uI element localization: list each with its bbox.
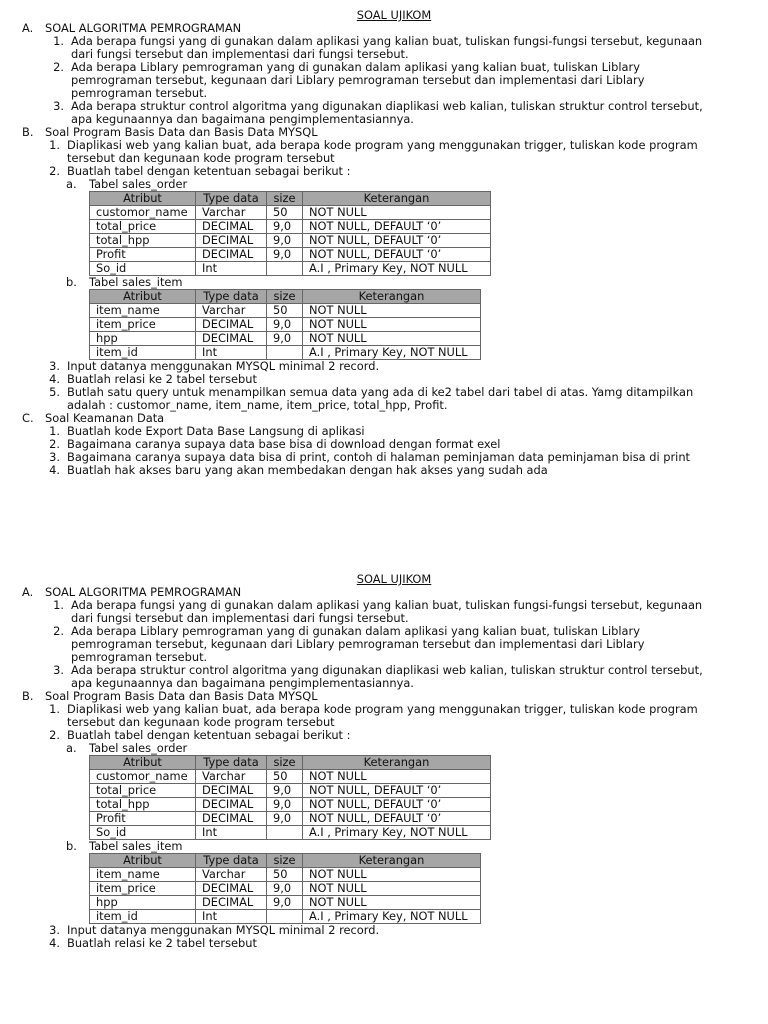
item-text: Tabel sales_item bbox=[89, 275, 183, 289]
table-cell: item_id bbox=[90, 346, 196, 360]
header-cell: Atribut bbox=[90, 192, 196, 206]
item-text: Tabel sales_order bbox=[89, 177, 188, 191]
table-cell: NOT NULL bbox=[303, 770, 491, 784]
table-cell: A.I , Primary Key, NOT NULL bbox=[303, 910, 481, 924]
table-row bbox=[90, 346, 481, 360]
table-cell bbox=[267, 910, 303, 924]
table-cell: Varchar bbox=[196, 304, 267, 318]
document-copy-2 bbox=[0, 573, 768, 950]
table-cell: 9,0 bbox=[267, 248, 303, 262]
table-row bbox=[90, 812, 491, 826]
header-cell: size bbox=[267, 756, 303, 770]
table-header-row bbox=[90, 192, 491, 206]
table-cell: DECIMAL bbox=[196, 896, 267, 910]
table-cell: 9,0 bbox=[267, 812, 303, 826]
table-row bbox=[90, 304, 481, 318]
table-cell: A.I , Primary Key, NOT NULL bbox=[303, 826, 491, 840]
table-row bbox=[90, 882, 481, 896]
table-row bbox=[90, 206, 491, 220]
table-row bbox=[90, 220, 491, 234]
table-row bbox=[90, 910, 481, 924]
item-text: Soal Program Basis Data dan Basis Data MYSQL bbox=[45, 689, 318, 703]
list-item bbox=[0, 625, 768, 664]
item-number: 2. bbox=[49, 164, 60, 178]
item-number: a. bbox=[66, 741, 77, 755]
item-number: b. bbox=[66, 275, 77, 289]
header-cell: Atribut bbox=[90, 854, 196, 868]
item-text: Ada berapa struktur control algoritma yang digunakan diaplikasi web kalian, tuliskan struktur control tersebut, apa kegunaannya dan bagaimana pengimplementasiannya. bbox=[71, 99, 703, 126]
table-row bbox=[90, 868, 481, 882]
list-item bbox=[0, 664, 768, 690]
item-number: 4. bbox=[49, 936, 60, 950]
item-number: 1. bbox=[53, 34, 64, 48]
item-text: Buatlah tabel dengan ketentuan sebagai berikut : bbox=[67, 164, 351, 178]
table-caption bbox=[0, 276, 768, 289]
table-cell: NOT NULL bbox=[303, 318, 481, 332]
item-number: 2. bbox=[49, 728, 60, 742]
item-text: Input datanya menggunakan MYSQL minimal 2 record. bbox=[67, 359, 380, 373]
table-cell: item_price bbox=[90, 318, 196, 332]
document-title: SOAL UJIKOM bbox=[356, 572, 432, 586]
header-cell: Type data bbox=[196, 756, 267, 770]
item-text: B. bbox=[22, 689, 34, 703]
list-item bbox=[0, 35, 768, 61]
item-text: Bagaimana caranya supaya data base bisa di download dengan format exel bbox=[67, 437, 501, 451]
table-cell: NOT NULL, DEFAULT ‘0’ bbox=[303, 798, 491, 812]
item-number: 3. bbox=[49, 359, 60, 373]
item-text: Ada berapa fungsi yang di gunakan dalam aplikasi yang kalian buat, tuliskan fungsi-fungsi tersebut, kegunaan dari fungsi tersebut dan implementasi dari fungsi tersebut. bbox=[71, 598, 703, 625]
item-text: Butlah satu query untuk menampilkan semua data yang ada di ke2 tabel dari tabel di atas. Yamg ditampilkan adalah : customor_name, item_name, item_price, total_hpp, Profit. bbox=[67, 385, 694, 412]
table-cell: 9,0 bbox=[267, 220, 303, 234]
item-text: Diaplikasi web yang kalian buat, ada berapa kode program yang menggunakan trigger, tuliskan kode program tersebut dan kegunaan kode program tersebut bbox=[67, 702, 698, 729]
item-text: A. bbox=[22, 585, 34, 599]
table-cell: NOT NULL, DEFAULT ‘0’ bbox=[303, 234, 491, 248]
table-caption bbox=[0, 742, 768, 755]
table-cell: Varchar bbox=[196, 868, 267, 882]
item-number: 4. bbox=[49, 372, 60, 386]
item-number: b. bbox=[66, 839, 77, 853]
table-cell: 50 bbox=[267, 206, 303, 220]
table-cell: Profit bbox=[90, 248, 196, 262]
item-text: Input datanya menggunakan MYSQL minimal 2 record. bbox=[67, 923, 380, 937]
header-cell: Atribut bbox=[90, 756, 196, 770]
item-number: 2. bbox=[53, 624, 64, 638]
item-number: 2. bbox=[49, 437, 60, 451]
table-cell: Varchar bbox=[196, 770, 267, 784]
item-text: Soal Program Basis Data dan Basis Data MYSQL bbox=[45, 125, 318, 139]
header-cell: Keterangan bbox=[303, 290, 481, 304]
table-row bbox=[90, 234, 491, 248]
table-cell: NOT NULL, DEFAULT ‘0’ bbox=[303, 784, 491, 798]
table-cell: DECIMAL bbox=[196, 234, 267, 248]
table-cell: NOT NULL bbox=[303, 332, 481, 346]
table-cell: item_id bbox=[90, 910, 196, 924]
document-title: SOAL UJIKOM bbox=[356, 8, 432, 22]
table-cell: item_name bbox=[90, 304, 196, 318]
list-item bbox=[0, 464, 768, 477]
table-cell: DECIMAL bbox=[196, 318, 267, 332]
list-item bbox=[0, 386, 768, 412]
table-cell: total_hpp bbox=[90, 798, 196, 812]
table-cell: hpp bbox=[90, 896, 196, 910]
table-row bbox=[90, 318, 481, 332]
table-cell: 9,0 bbox=[267, 234, 303, 248]
item-text: A. bbox=[22, 21, 34, 35]
item-text: Ada berapa struktur control algoritma yang digunakan diaplikasi web kalian, tuliskan struktur control tersebut, apa kegunaannya dan bagaimana pengimplementasiannya. bbox=[71, 663, 703, 690]
table-header-row bbox=[90, 290, 481, 304]
table-cell: DECIMAL bbox=[196, 798, 267, 812]
table-cell: So_id bbox=[90, 262, 196, 276]
header-cell: Keterangan bbox=[303, 854, 481, 868]
list-item bbox=[0, 703, 768, 729]
table-cell: DECIMAL bbox=[196, 812, 267, 826]
table-header-row bbox=[90, 756, 491, 770]
table-cell: NOT NULL bbox=[303, 868, 481, 882]
item-text: Tabel sales_item bbox=[89, 839, 183, 853]
table-cell: NOT NULL bbox=[303, 304, 481, 318]
item-text: Buatlah relasi ke 2 tabel tersebut bbox=[67, 372, 257, 386]
table-cell: DECIMAL bbox=[196, 220, 267, 234]
list-item bbox=[0, 61, 768, 100]
table-cell: total_hpp bbox=[90, 234, 196, 248]
header-cell: Type data bbox=[196, 192, 267, 206]
list-item bbox=[0, 139, 768, 165]
item-text: Bagaimana caranya supaya data bisa di print, contoh di halaman peminjaman data peminjaman bisa di print bbox=[67, 450, 691, 464]
table-cell: NOT NULL bbox=[303, 882, 481, 896]
header-cell: Keterangan bbox=[303, 756, 491, 770]
table-row bbox=[90, 332, 481, 346]
item-text: Ada berapa Liblary pemrograman yang di gunakan dalam aplikasi yang kalian buat, tuliskan Liblary pemrograman tersebut, kegunaan dari Liblary pemrograman tersebut dan implementasi dari Liblary pemrograman tersebut. bbox=[71, 624, 645, 664]
sales-item-table bbox=[89, 289, 481, 360]
table-caption bbox=[0, 178, 768, 191]
item-text: Soal Keamanan Data bbox=[45, 411, 165, 425]
table-row bbox=[90, 896, 481, 910]
table-cell: total_price bbox=[90, 220, 196, 234]
item-text: Buatlah hak akses baru yang akan membedakan dengan hak akses yang sudah ada bbox=[67, 463, 548, 477]
sales-order-table bbox=[89, 755, 491, 840]
item-number: 3. bbox=[49, 450, 60, 464]
table-cell: Int bbox=[196, 826, 267, 840]
header-cell: Type data bbox=[196, 290, 267, 304]
table-cell bbox=[267, 262, 303, 276]
table-header-row bbox=[90, 854, 481, 868]
table-cell: NOT NULL bbox=[303, 896, 481, 910]
list-item bbox=[0, 599, 768, 625]
header-cell: Atribut bbox=[90, 290, 196, 304]
table-cell: 9,0 bbox=[267, 882, 303, 896]
document-copy-1 bbox=[0, 9, 768, 477]
table-row bbox=[90, 770, 491, 784]
sales-order-table bbox=[89, 191, 491, 276]
table-cell: 9,0 bbox=[267, 798, 303, 812]
item-text: SOAL ALGORITMA PEMROGRAMAN bbox=[45, 585, 242, 599]
table-cell: DECIMAL bbox=[196, 332, 267, 346]
table-row bbox=[90, 262, 491, 276]
table-cell bbox=[267, 826, 303, 840]
table-row bbox=[90, 248, 491, 262]
table-cell: NOT NULL, DEFAULT ‘0’ bbox=[303, 812, 491, 826]
table-caption bbox=[0, 840, 768, 853]
item-text: Buatlah relasi ke 2 tabel tersebut bbox=[67, 936, 257, 950]
header-cell: Keterangan bbox=[303, 192, 491, 206]
table-cell: Int bbox=[196, 346, 267, 360]
item-text: B. bbox=[22, 125, 34, 139]
table-cell: 9,0 bbox=[267, 332, 303, 346]
item-number: 1. bbox=[53, 598, 64, 612]
table-cell: NOT NULL, DEFAULT ‘0’ bbox=[303, 248, 491, 262]
item-text: Ada berapa fungsi yang di gunakan dalam aplikasi yang kalian buat, tuliskan fungsi-fungsi tersebut, kegunaan dari fungsi tersebut dan implementasi dari fungsi tersebut. bbox=[71, 34, 703, 61]
table-cell: NOT NULL bbox=[303, 206, 491, 220]
table-cell: 9,0 bbox=[267, 318, 303, 332]
table-cell: DECIMAL bbox=[196, 784, 267, 798]
table-cell: DECIMAL bbox=[196, 248, 267, 262]
table-cell: 9,0 bbox=[267, 784, 303, 798]
table-cell: A.I , Primary Key, NOT NULL bbox=[303, 262, 491, 276]
item-number: 1. bbox=[49, 702, 60, 716]
table-cell: NOT NULL, DEFAULT ‘0’ bbox=[303, 220, 491, 234]
table-cell: item_name bbox=[90, 868, 196, 882]
header-cell: size bbox=[267, 854, 303, 868]
table-cell: 9,0 bbox=[267, 896, 303, 910]
table-cell: hpp bbox=[90, 332, 196, 346]
item-number: 3. bbox=[53, 99, 64, 113]
item-number: a. bbox=[66, 177, 77, 191]
item-text: Tabel sales_order bbox=[89, 741, 188, 755]
table-cell: Profit bbox=[90, 812, 196, 826]
table-row bbox=[90, 784, 491, 798]
table-cell: 50 bbox=[267, 868, 303, 882]
table-cell bbox=[267, 346, 303, 360]
item-number: 3. bbox=[49, 923, 60, 937]
table-cell: total_price bbox=[90, 784, 196, 798]
list-item bbox=[0, 937, 768, 950]
table-cell: Int bbox=[196, 910, 267, 924]
item-number: 2. bbox=[53, 60, 64, 74]
item-text: Ada berapa Liblary pemrograman yang di gunakan dalam aplikasi yang kalian buat, tuliskan Liblary pemrograman tersebut, kegunaan dari Liblary pemrograman tersebut dan implementasi dari Liblary pemrograman tersebut. bbox=[71, 60, 645, 100]
table-cell: 50 bbox=[267, 304, 303, 318]
table-cell: A.I , Primary Key, NOT NULL bbox=[303, 346, 481, 360]
item-text: C. bbox=[22, 411, 34, 425]
table-row bbox=[90, 798, 491, 812]
table-cell: Varchar bbox=[196, 206, 267, 220]
item-number: 1. bbox=[49, 138, 60, 152]
sales-item-table bbox=[89, 853, 481, 924]
table-cell: So_id bbox=[90, 826, 196, 840]
item-text: Buatlah tabel dengan ketentuan sebagai berikut : bbox=[67, 728, 351, 742]
table-cell: customor_name bbox=[90, 770, 196, 784]
list-item bbox=[0, 100, 768, 126]
item-number: 5. bbox=[49, 385, 60, 399]
header-cell: size bbox=[267, 290, 303, 304]
table-cell: item_price bbox=[90, 882, 196, 896]
header-cell: Type data bbox=[196, 854, 267, 868]
item-text: SOAL ALGORITMA PEMROGRAMAN bbox=[45, 21, 242, 35]
item-number: 1. bbox=[49, 424, 60, 438]
header-cell: size bbox=[267, 192, 303, 206]
table-row bbox=[90, 826, 491, 840]
table-cell: 50 bbox=[267, 770, 303, 784]
item-text: Buatlah kode Export Data Base Langsung di aplikasi bbox=[67, 424, 365, 438]
item-number: 3. bbox=[53, 663, 64, 677]
table-cell: DECIMAL bbox=[196, 882, 267, 896]
table-cell: Int bbox=[196, 262, 267, 276]
table-cell: customor_name bbox=[90, 206, 196, 220]
item-text: Diaplikasi web yang kalian buat, ada berapa kode program yang menggunakan trigger, tuliskan kode program tersebut dan kegunaan kode program tersebut bbox=[67, 138, 698, 165]
item-number: 4. bbox=[49, 463, 60, 477]
